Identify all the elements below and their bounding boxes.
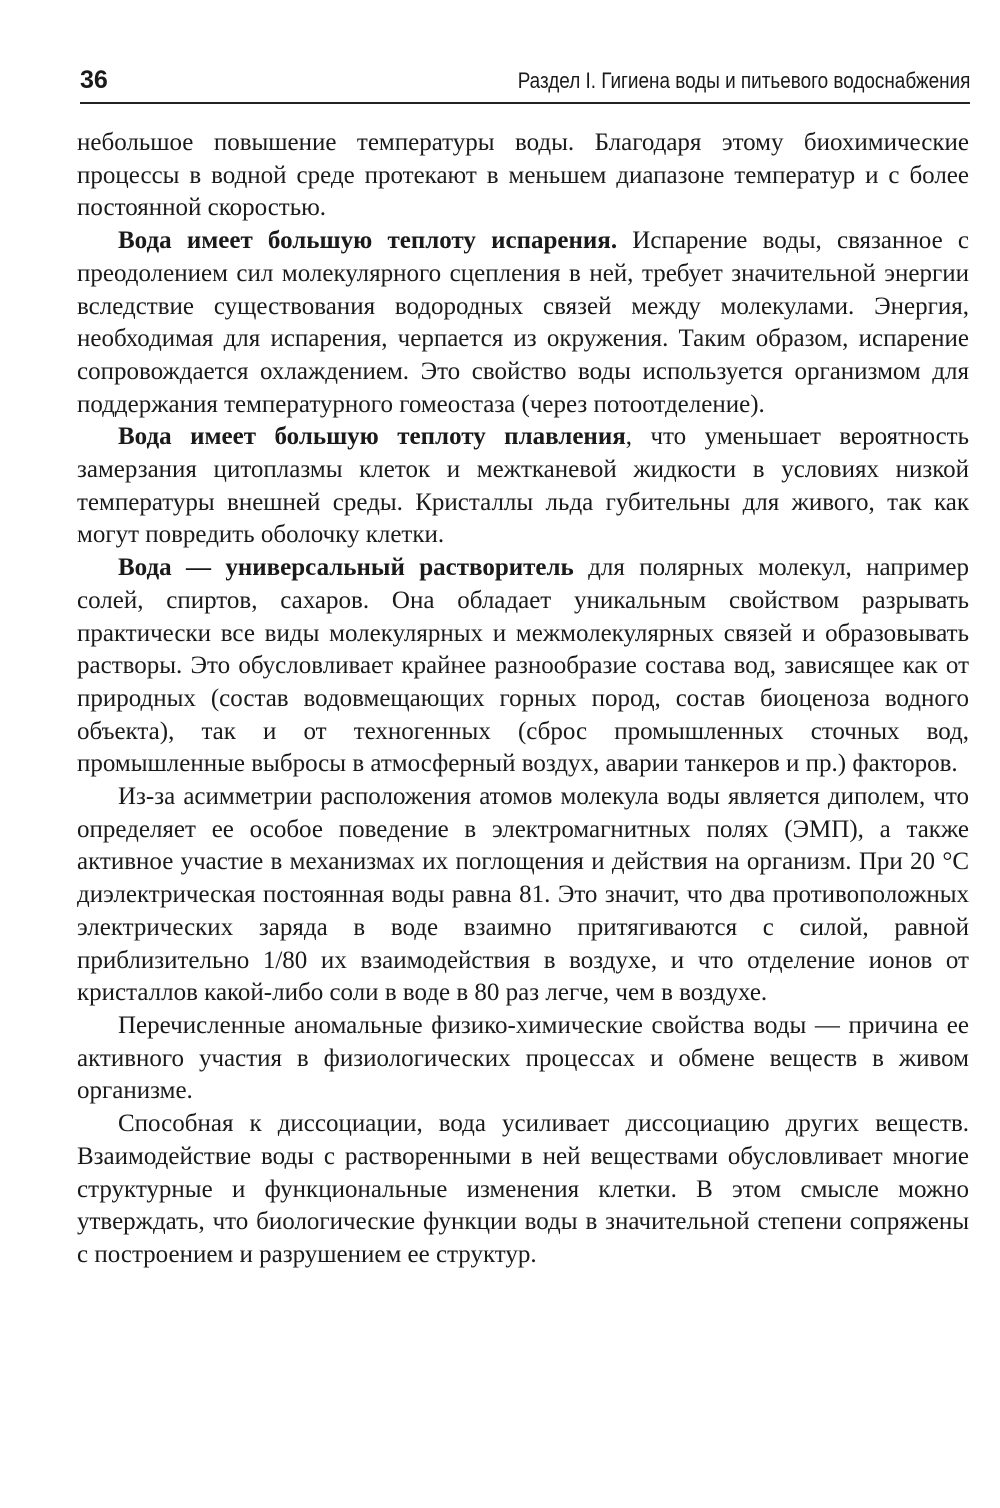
- paragraph-lead: Вода имеет большую теплоту плавления: [118, 423, 626, 451]
- paragraph-text: , что уменьшает вероятность замерзания цитоплазмы клеток и межтканевой жидкости в условиях низкой температуры внешней среды. Кристаллы льда губительны для живого, так как могут повредить оболочку клетки.: [77, 423, 969, 549]
- paragraph: [77, 552, 969, 781]
- paragraph-text: для полярных молекул, например солей, спиртов, сахаров. Она обладает уникальным свойством разрывать практически все виды молекулярных и межмолекулярных связей и образовывать растворы. Это обусловливает крайнее разнообразие состава вод, зависящее как от природных (состав водовмещающих горных пород, состав биоценоза водного объекта), так и от техногенных (сброс промышленных сточных вод, промышленные выбросы в атмосферный воздух, аварии танкеров и пр.) факторов.: [77, 554, 969, 778]
- paragraph-text: Из-за асимметрии расположения атомов молекула воды является диполем, что определяет ее особое поведение в электромагнитных полях (ЭМП), а также активное участие в механизмах их поглощения и действия на организм. При 20 °С диэлектрическая постоянная воды равна 81. Это значит, что два противоположных электрических заряда в воде взаимно притягиваются с силой, равной приблизительно 1/80 их взаимодействия в воздухе, и что отделение ионов от кристаллов какой-либо соли в воде в 80 раз легче, чем в воздухе.: [77, 783, 969, 1007]
- paragraph: [77, 127, 969, 225]
- paragraph: [77, 225, 969, 421]
- paragraph-text: небольшое повышение температуры воды. Благодаря этому биохимические процессы в водной среде протекают в меньшем диапазоне температур и с более постоянной скоростью.: [77, 129, 969, 222]
- paragraph-lead: Вода — универсальный растворитель: [118, 554, 574, 582]
- paragraph-text: Перечисленные аномальные физико-химические свойства воды — причина ее активного участия в физиологических процессах и обмене веществ в живом организме.: [77, 1011, 969, 1105]
- paragraph: [77, 421, 969, 552]
- paragraph-text: Способная к диссоциации, вода усиливает диссоциацию других веществ. Взаимодействие воды с растворенными в ней веществами обусловливает многие структурные и функциональные изменения клетки. В этом смысле можно утверждать, что биологические функции воды в значительной степени сопряжены с построением и разрушением ее структур.: [77, 1110, 969, 1268]
- paragraph: [77, 1108, 969, 1272]
- paragraph: [77, 781, 969, 1010]
- paragraph: [77, 1010, 969, 1108]
- running-header: [80, 62, 970, 104]
- paragraph-lead: Вода имеет большую теплоту испарения.: [118, 227, 618, 255]
- paragraph-text: Испарение воды, связанное с преодолением сил молекулярного сцепления в ней, требует значительной энергии вследствие существования водородных связей между молекулами. Энергия, необходимая для испарения, черпается из окружения. Таким образом, испарение сопровождается охлаждением. Это свойство воды используется организмом для поддержания температурного гомеостаза (через потоотделение).: [77, 227, 969, 418]
- body-text: [77, 127, 969, 1272]
- section-title: Раздел I. Гигиена воды и питьевого водоснабжения: [517, 68, 970, 93]
- page-number: 36: [80, 66, 108, 94]
